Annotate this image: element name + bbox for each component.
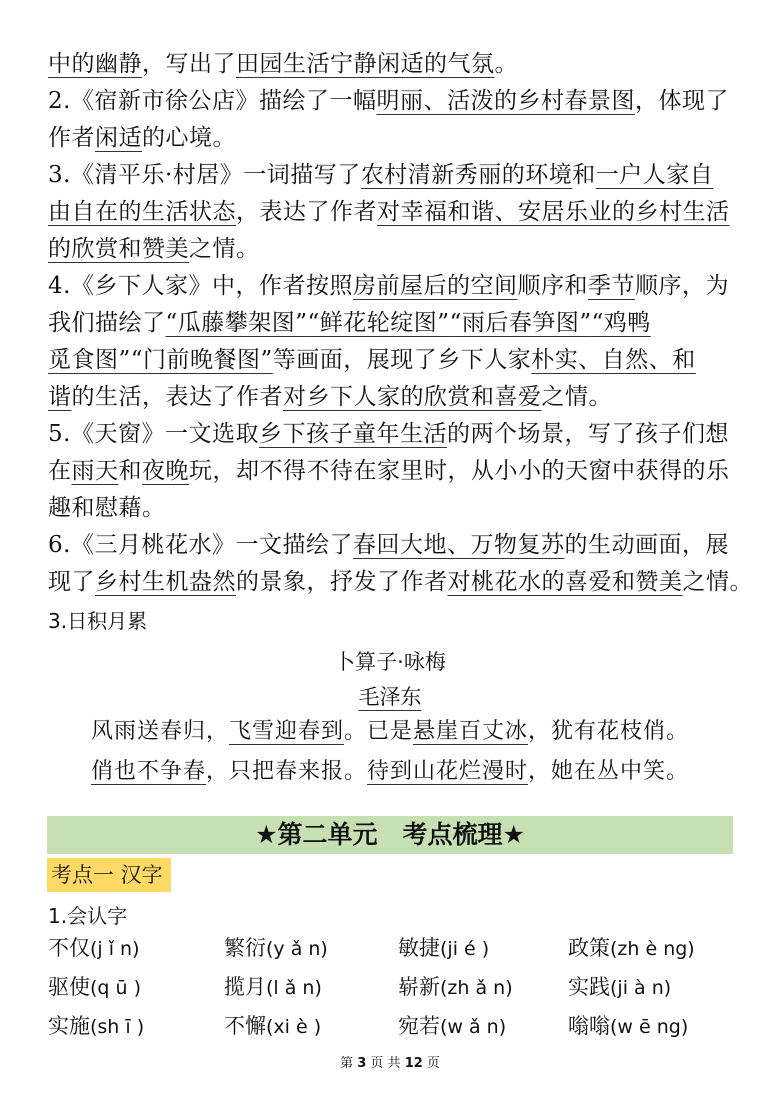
poem-line bbox=[0, 754, 780, 785]
text-segment: 之情。 bbox=[541, 384, 612, 410]
paragraph-line bbox=[48, 564, 753, 601]
poem-author bbox=[0, 681, 780, 711]
text-segment: 。已是 bbox=[343, 719, 413, 744]
vocab-pinyin: (ji à n) bbox=[610, 977, 672, 999]
text-segment: 在 bbox=[48, 458, 72, 484]
underlined-key-phrase: 一户人家自 bbox=[595, 162, 714, 188]
paragraph-line bbox=[48, 120, 738, 157]
underlined-key-phrase: 乡下孩子童年生活 bbox=[258, 421, 447, 447]
vocab-pinyin: (w ē ng) bbox=[610, 1016, 689, 1038]
paragraph-line bbox=[48, 231, 738, 268]
paragraph-block bbox=[48, 46, 753, 601]
text-segment: 我们描绘了 bbox=[48, 310, 166, 336]
underlined-key-phrase: 夜晚 bbox=[142, 458, 189, 484]
paragraph-line bbox=[48, 305, 738, 342]
vocab-pinyin: (l ǎ n) bbox=[266, 977, 322, 999]
underlined-key-phrase: 乡村生机盎然 bbox=[95, 569, 236, 595]
underlined-key-phrase: 的欣赏和赞美 bbox=[48, 236, 189, 262]
underlined-key-phrase: “瓜藤攀架图” bbox=[165, 310, 308, 336]
vocab-word: 政策 bbox=[568, 936, 610, 960]
text-segment: ，写出了 bbox=[142, 51, 236, 77]
poem-line bbox=[0, 714, 780, 745]
paragraph-line bbox=[48, 379, 738, 416]
underlined-key-phrase: 朴实、自然、和 bbox=[531, 347, 696, 373]
text-segment: 顺序和 bbox=[517, 273, 588, 299]
paragraph-line bbox=[48, 490, 738, 527]
vocab-item bbox=[224, 1010, 321, 1040]
unit-header: ★第二单元 考点梳理★ bbox=[47, 816, 733, 854]
text-segment: 3.《清平乐·村居》一词描写了 bbox=[48, 162, 361, 188]
underlined-key-phrase: “雨后春笋图” bbox=[449, 310, 592, 336]
text-segment: 和 bbox=[572, 162, 596, 188]
text-segment: 之情。 bbox=[189, 236, 260, 262]
section-label-accumulation: 3.日积月累 bbox=[48, 609, 148, 633]
vocab-item bbox=[568, 932, 695, 962]
paragraph-line bbox=[48, 453, 738, 490]
underlined-key-phrase: 对桃花水的喜爱和赞美 bbox=[447, 569, 683, 595]
vocab-pinyin: (sh ī ) bbox=[90, 1016, 145, 1038]
poem-author-text: 毛泽东 bbox=[358, 685, 422, 709]
underlined-key-phrase: 闲适 bbox=[95, 125, 142, 151]
paragraph-line bbox=[48, 157, 738, 194]
paragraph-line bbox=[48, 83, 738, 120]
vocab-item bbox=[224, 932, 328, 962]
text-segment: 5.《天窗》一文选取 bbox=[48, 421, 259, 447]
vocab-pinyin: (w ǎ n) bbox=[440, 1016, 507, 1038]
footer-page-number: 3 bbox=[357, 1056, 367, 1071]
text-segment: ，只把春来报。 bbox=[205, 759, 367, 784]
text-segment: 风雨送春归， bbox=[90, 719, 229, 744]
underlined-key-phrase: 由自在的生活状态 bbox=[48, 199, 236, 225]
underlined-key-phrase: 雨天 bbox=[71, 458, 119, 484]
page-footer bbox=[0, 1052, 780, 1071]
vocab-pinyin: (zh ǎ n) bbox=[440, 977, 513, 999]
vocab-word: 揽月 bbox=[224, 975, 266, 999]
vocab-item bbox=[568, 1010, 688, 1040]
underlined-key-phrase: 中的幽静 bbox=[48, 51, 142, 77]
text-segment: 作者 bbox=[48, 125, 95, 151]
text-segment: 4.《乡下人家》中，作者按照 bbox=[48, 273, 353, 299]
kaodian-label: 考点一 汉字 bbox=[47, 858, 171, 892]
vocab-item bbox=[224, 971, 322, 1001]
vocab-pinyin: (zh è ng) bbox=[610, 938, 695, 960]
vocab-item bbox=[48, 1010, 144, 1040]
vocab-item bbox=[398, 1010, 506, 1040]
vocab-word: 不懈 bbox=[224, 1014, 266, 1038]
underlined-key-phrase: 田园生活宁静闲适的气氛 bbox=[236, 51, 495, 77]
underlined-key-phrase: 对乡下人家的欣赏和喜爱 bbox=[283, 384, 542, 410]
text-segment: ，表达了作者 bbox=[236, 199, 377, 225]
underlined-key-phrase: “门前晚餐图” bbox=[130, 347, 273, 373]
paragraph-line bbox=[48, 527, 738, 564]
underlined-key-phrase: 俏也不争春 bbox=[90, 759, 206, 784]
text-segment: 顺序，为 bbox=[634, 273, 729, 299]
underlined-key-phrase: 季节 bbox=[587, 273, 635, 299]
vocab-pinyin: (j ǐ n) bbox=[90, 938, 140, 960]
text-segment: ，犹有花枝俏。 bbox=[528, 719, 690, 744]
footer-middle: 页 共 bbox=[370, 1056, 401, 1071]
paragraph-line bbox=[48, 46, 738, 83]
vocab-word: 宛若 bbox=[398, 1014, 440, 1038]
text-segment: 的两个场景，写了孩子们想 bbox=[446, 421, 729, 447]
underlined-key-phrase: “鲜花轮绽图” bbox=[307, 310, 450, 336]
footer-prefix: 第 bbox=[340, 1056, 354, 1071]
underlined-key-phrase: 明丽、活泼的乡村春景图 bbox=[376, 88, 635, 114]
vocab-item bbox=[48, 932, 140, 962]
paragraph-line bbox=[48, 342, 738, 379]
text-segment: 的景象，抒发了作者 bbox=[236, 569, 448, 595]
text-segment: 的生动画面，展 bbox=[564, 532, 729, 558]
text-segment: ，她在丛中笑。 bbox=[528, 759, 690, 784]
vocab-word: 实施 bbox=[48, 1014, 90, 1038]
vocab-word: 崭新 bbox=[398, 975, 440, 999]
vocab-word: 敏捷 bbox=[398, 936, 440, 960]
paragraph-line bbox=[48, 268, 738, 305]
vocab-word: 驱使 bbox=[48, 975, 90, 999]
section-label-recognize: 1.会认字 bbox=[48, 904, 128, 928]
vocab-pinyin: (q ū ) bbox=[90, 977, 142, 999]
text-segment: 。 bbox=[494, 51, 518, 77]
underlined-key-phrase: 飞雪迎春到 bbox=[228, 719, 344, 744]
vocab-pinyin: (ji é ) bbox=[440, 938, 490, 960]
text-segment: 现了 bbox=[48, 569, 95, 595]
footer-total-pages: 12 bbox=[404, 1056, 423, 1071]
vocab-item bbox=[568, 971, 671, 1001]
text-segment: 等画面，展现了乡下人家 bbox=[272, 347, 532, 373]
vocab-word: 嗡嗡 bbox=[568, 1014, 610, 1038]
vocab-item bbox=[48, 971, 141, 1001]
underlined-key-phrase: 待到山花烂漫时 bbox=[367, 759, 529, 784]
text-segment: ，体现了 bbox=[634, 88, 729, 114]
text-segment: 玩，却不得不待在家里时，从小小的天窗中获得的乐 bbox=[189, 458, 730, 484]
vocab-item bbox=[398, 932, 489, 962]
underlined-key-phrase: 春回大地、万物复苏 bbox=[352, 532, 565, 558]
footer-suffix: 页 bbox=[426, 1056, 440, 1071]
vocab-word: 繁衍 bbox=[224, 936, 266, 960]
underlined-key-phrase: 悬崖百丈冰 bbox=[413, 719, 529, 744]
underlined-key-phrase: “鸡鸭 bbox=[591, 310, 651, 336]
vocab-word: 不仅 bbox=[48, 936, 90, 960]
text-segment: 6.《三月桃花水》一文描绘了 bbox=[48, 532, 353, 558]
poem-title: 卜算子·咏梅 bbox=[334, 650, 446, 674]
vocab-item bbox=[398, 971, 513, 1001]
underlined-key-phrase: 谐 bbox=[48, 384, 72, 410]
text-segment: 和 bbox=[118, 458, 142, 484]
vocab-word: 实践 bbox=[568, 975, 610, 999]
text-segment: 的心境。 bbox=[142, 125, 236, 151]
text-segment: 的生活，表达了作者 bbox=[71, 384, 283, 410]
vocab-pinyin: (y ǎ n) bbox=[266, 938, 328, 960]
text-segment: 之情。 bbox=[682, 569, 753, 595]
vocab-pinyin: (xi è ) bbox=[266, 1016, 322, 1038]
text-segment: 2.《宿新市徐公店》描绘了一幅 bbox=[48, 88, 377, 114]
paragraph-line bbox=[48, 416, 738, 453]
underlined-key-phrase: 对幸福和谐、安居乐业的乡村生活 bbox=[377, 199, 730, 225]
paragraph-line bbox=[48, 194, 738, 231]
underlined-key-phrase: 房前屋后的空间 bbox=[352, 273, 518, 299]
text-segment: 趣和慰藉。 bbox=[48, 495, 166, 521]
underlined-key-phrase: 农村清新秀丽的环境 bbox=[360, 162, 573, 188]
underlined-key-phrase: 觅食图” bbox=[48, 347, 131, 373]
